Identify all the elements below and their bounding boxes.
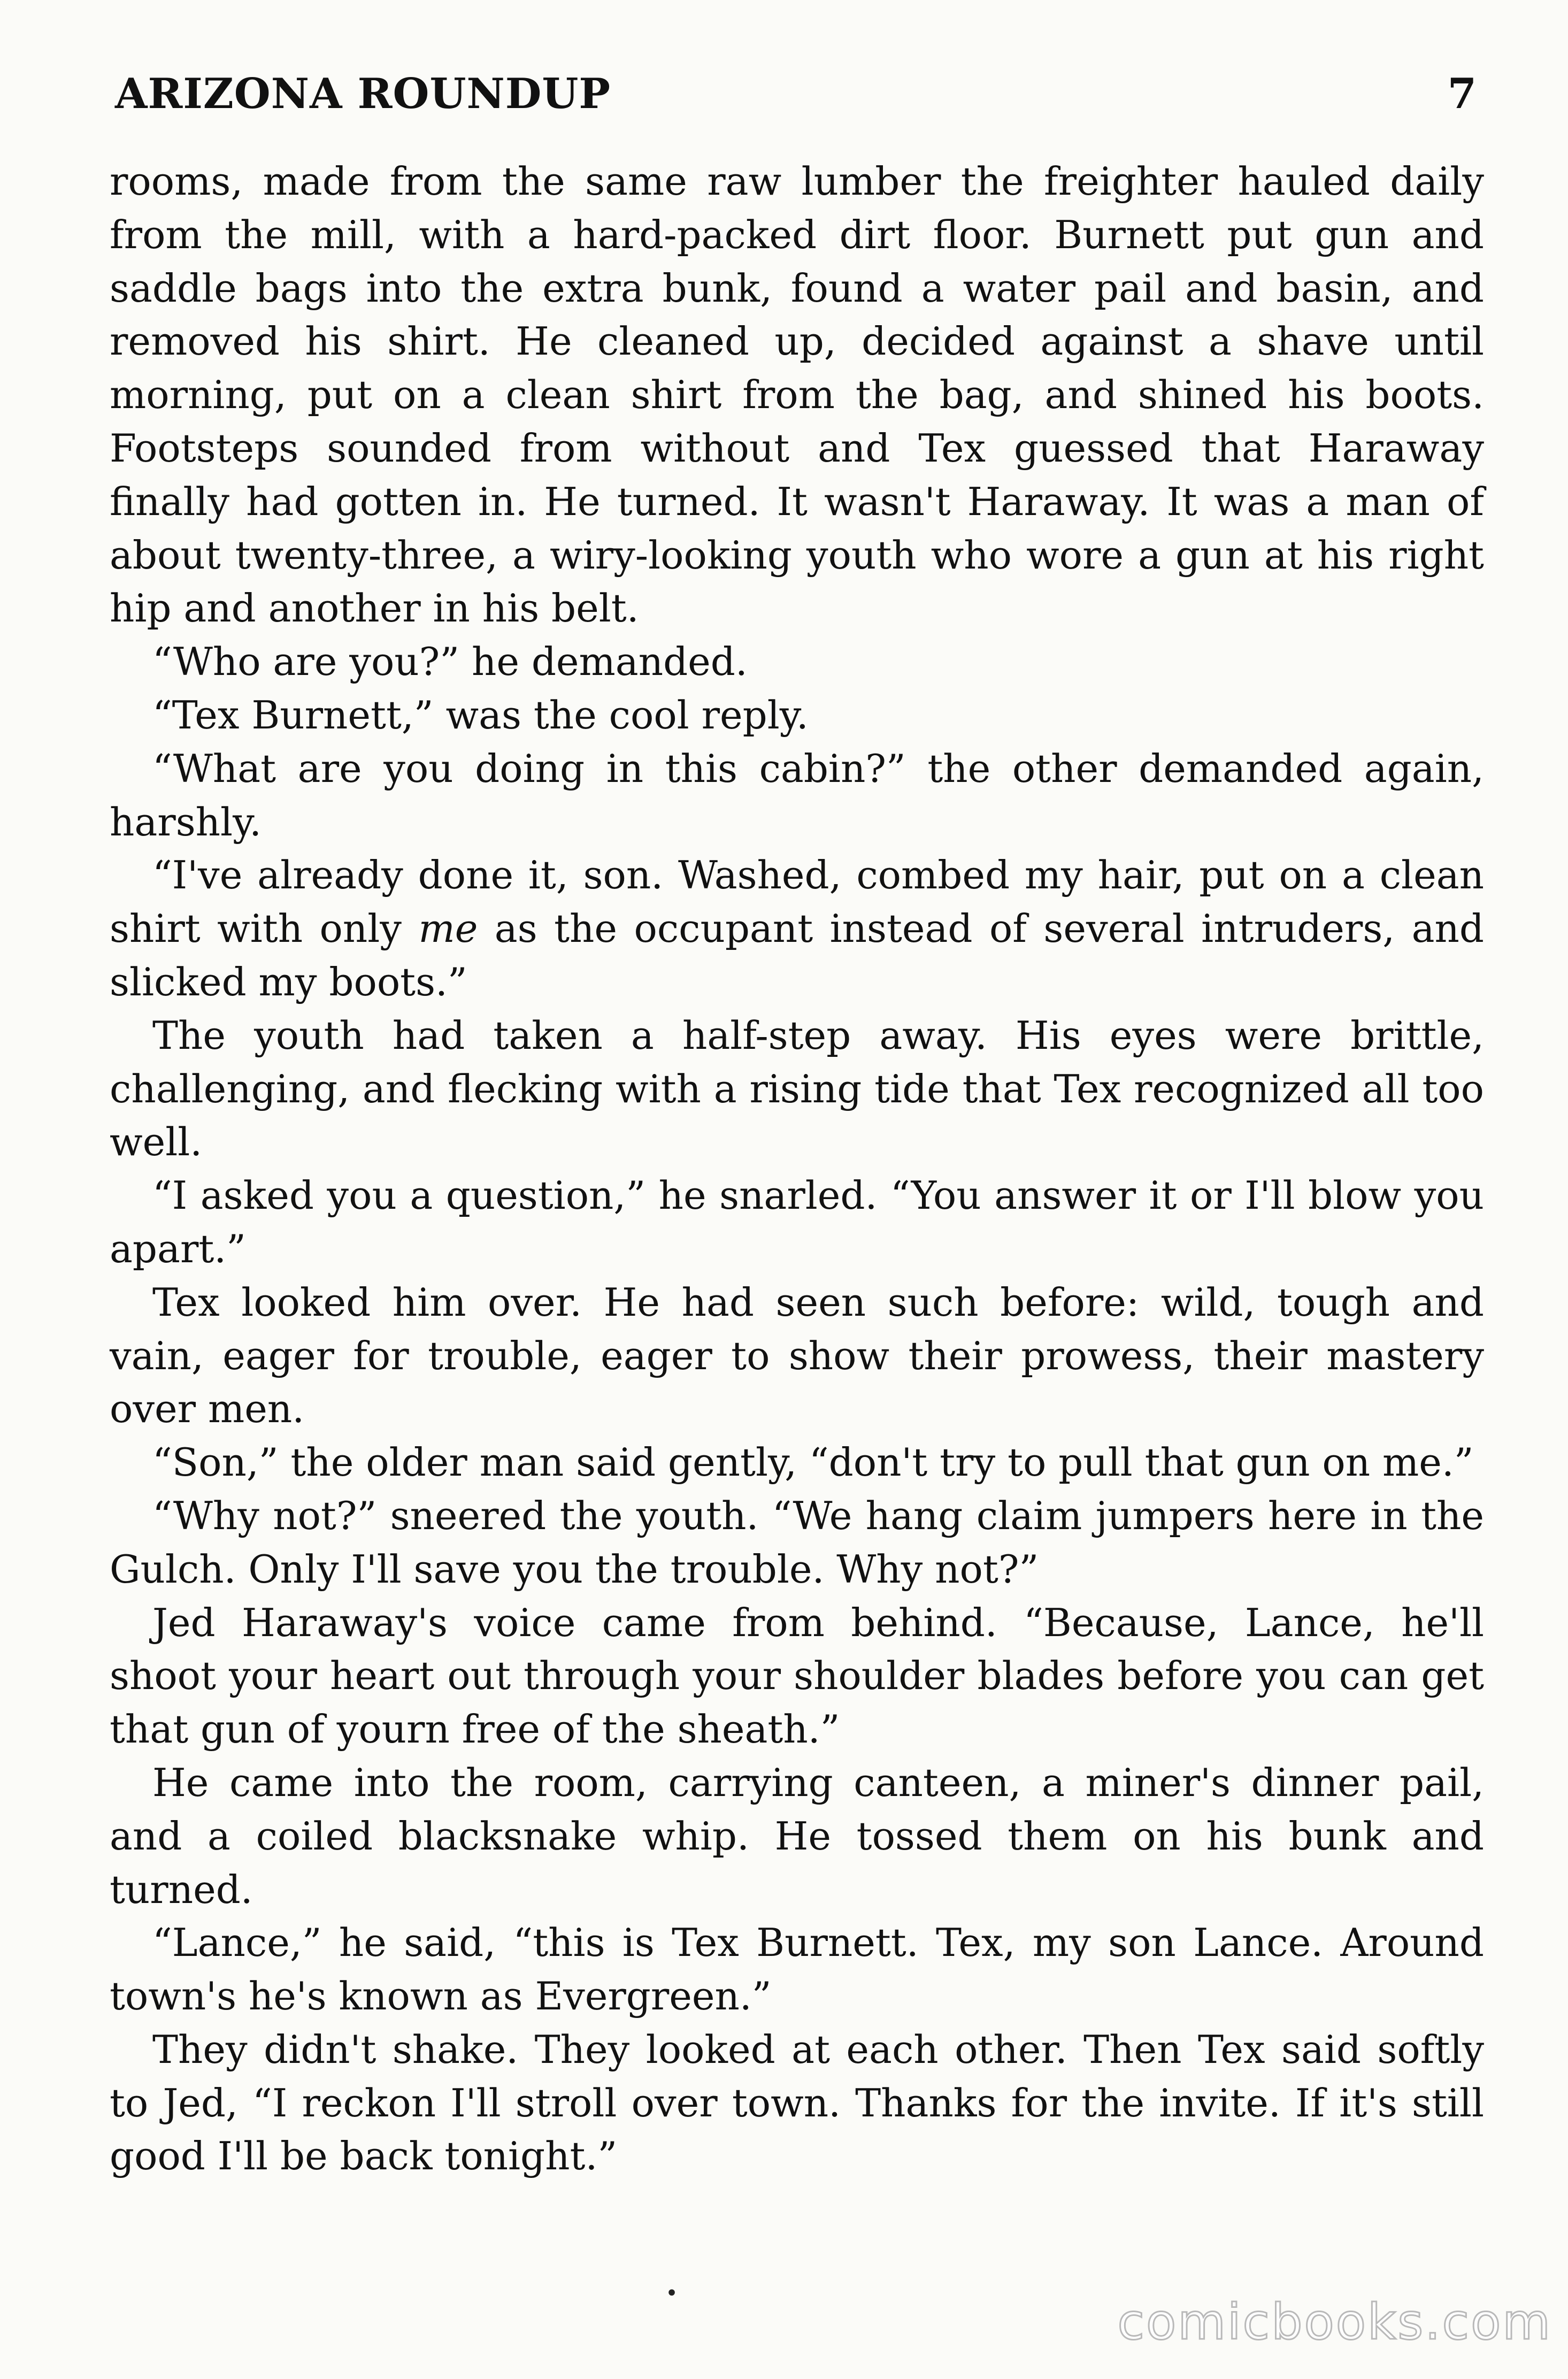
paragraph: Jed Haraway's voice came from behind. “Because, Lance, he'll shoot your heart out through your shoulder blades before you can get that gun of yourn free of the sheath.” bbox=[110, 1600, 1484, 1752]
paragraph: “Lance,” he said, “this is Tex Burnett. Tex, my son Lance. Around town's he's known as Evergreen.” bbox=[110, 1920, 1484, 2019]
paragraph: Tex looked him over. He had seen such before: wild, tough and vain, eager for trouble, eager to show their prowess, their mastery over men. bbox=[110, 1279, 1484, 1432]
page-number: 7 bbox=[1447, 70, 1477, 118]
paragraph-text: “I've already done it, son. Washed, combed my hair, put on a clean shirt with only bbox=[110, 853, 1484, 951]
paragraph: They didn't shake. They looked at each other. Then Tex said softly to Jed, “I reckon I'll stroll over town. Thanks for the invite. If it's still good I'll be back tonight.” bbox=[110, 2027, 1484, 2179]
paragraph: “I asked you a question,” he snarled. “You answer it or I'll blow you apart.” bbox=[110, 1173, 1484, 1271]
italic-word: me bbox=[418, 906, 478, 951]
paragraph: “Son,” the older man said gently, “don't try to pull that gun on me.” bbox=[152, 1440, 1474, 1485]
paragraph bbox=[110, 849, 1484, 1009]
paragraph: “Why not?” sneered the youth. “We hang claim jumpers here in the Gulch. Only I'll save you the trouble. Why not?” bbox=[110, 1493, 1484, 1592]
paragraph: rooms, made from the same raw lumber the freighter hauled daily from the mill, with a hard-packed dirt floor. Burnett put gun and saddle bags into the extra bunk, found a water pail and basin, and removed his shirt. He cleaned up, decided against a shave until morning, put on a clean shirt from the bag, and shined his boots. Footsteps sounded from without and Tex guessed that Haraway finally had gotten in. He turned. It wasn't Haraway. It was a man of about twenty-three, a wiry-looking youth who wore a gun at his right hip and another in his belt. bbox=[110, 159, 1484, 631]
ink-mark-icon: • bbox=[665, 2281, 678, 2306]
paragraph: “Tex Burnett,” was the cool reply. bbox=[152, 692, 809, 738]
running-header bbox=[115, 70, 1477, 128]
book-title: ARIZONA ROUNDUP bbox=[115, 70, 611, 118]
site-watermark: comicbooks.com bbox=[1117, 2293, 1552, 2351]
paragraph: The youth had taken a half-step away. His eyes were brittle, challenging, and flecking with a rising tide that Tex recognized all too well. bbox=[110, 1012, 1484, 1165]
paragraph-text: as the occupant instead of several intruders, and slicked my boots.” bbox=[110, 906, 1484, 1004]
paragraph: “What are you doing in this cabin?” the other demanded again, harshly. bbox=[110, 746, 1484, 845]
paragraph: He came into the room, carrying canteen, a miner's dinner pail, and a coiled blacksnake whip. He tossed them on his bunk and turned. bbox=[110, 1760, 1484, 1912]
paragraph: “Who are you?” he demanded. bbox=[152, 639, 748, 685]
body-text bbox=[110, 155, 1484, 2183]
